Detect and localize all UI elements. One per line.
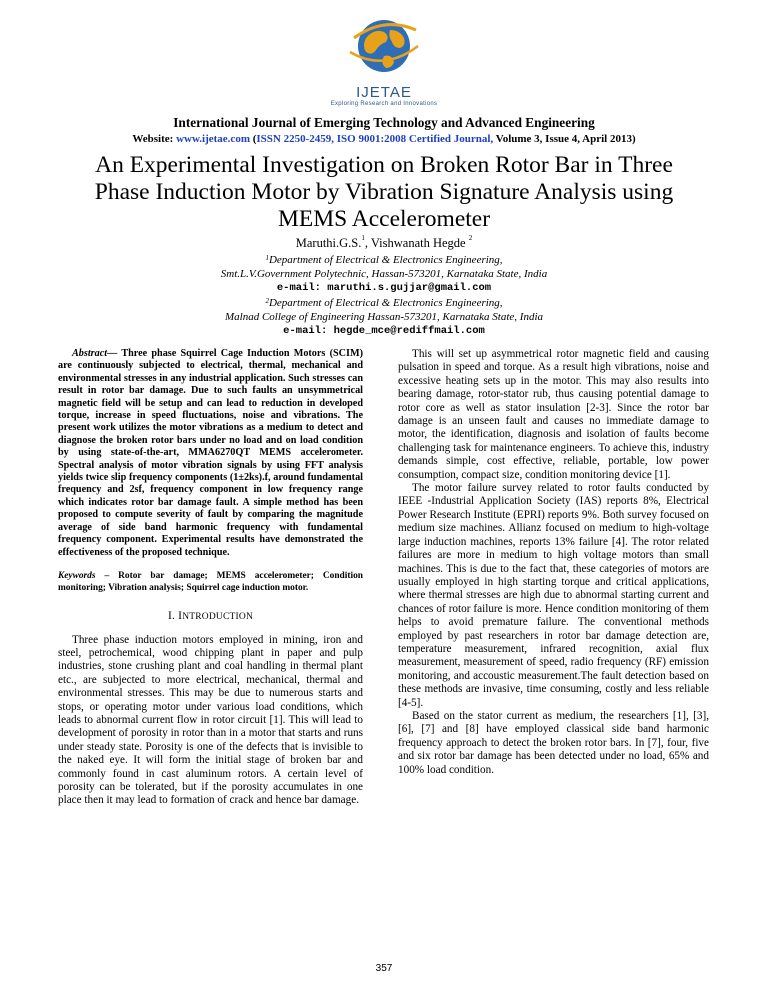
website-label: Website: bbox=[132, 133, 177, 145]
abstract-lead: Abstract— bbox=[72, 348, 118, 359]
abstract-body: Three phase Squirrel Cage Induction Motors (SCIM) are continuously subjected to electrical, thermal, mechanical and environmental stresses in any industrial application. Such stresses can result in rotor bar damage. Due to such faults an unsymmetrical magnetic field will be setup and can lead to reduction in developed torque, increase in speed fluctuations, noise and vibrations. The present work utilizes the motor vibrations as a medium to detect and diagnose the broken rotor bars under no load and on load condition by using state-of-the-art, MMA6270QT MEMS accelerometer. Spectral analysis of motor vibration signals by using FFT analysis yields twice slip frequency components (1±2ks).f, around fundamental frequency and 2sf, frequency component in low frequency range which indicates rotor bar damage fault. A simple method has been proposed to compute severity of fault by comparing the magnitude average of side band harmonic frequency with fundamental frequency component. Experimental results have demonstrated the effectiveness of the proposed technique. bbox=[58, 348, 363, 558]
website-link[interactable]: www.ijetae.com bbox=[176, 133, 250, 145]
email-1[interactable]: e-mail: maruthi.s.gujjar@gmail.com bbox=[276, 282, 492, 294]
affiliation-1 bbox=[0, 253, 768, 281]
affil-2-line-2: Malnad College of Engineering Hassan-573201, Karnataka State, India bbox=[224, 311, 544, 323]
author-1: Maruthi.G.S. bbox=[295, 236, 362, 250]
right-paragraph-2: The motor failure survey related to rotor faults conducted by IEEE -Industrial Application Society (IAS) reports 8%, Electrical Power Research Institute (EPRI) reports 9%. Both survey focused on medium size machines. Allianz focused on medium to high-voltage large induction machines, reports 13% failure [4]. The rotor related failures are more in medium to high voltage motors than small machines. This is due to the fact that, these categories of motors are usually employed in high starting torque and critical applications, where thermal stresses are high due to abnormal starting current and chances of rotor failure is more. Hence condition monitoring of them helps to avoid premature failure. The conventional methods employed by past researchers in rotor bar damage detection are, temperature measurement, infrared recognition, axial flux measurement, measurement of speed, radio frequency (RF) emission monitoring, and accoustic measurement.The fault detection based on these methods are invasive, time consuming, costly and less reliable [4-5]. bbox=[398, 482, 709, 709]
affiliation-2 bbox=[0, 296, 768, 324]
affil-1-line-1: Department of Electrical & Electronics Engineering, bbox=[268, 254, 503, 266]
heading-rest: NTRODUCTION bbox=[182, 612, 254, 623]
affil-2-sup: 2 bbox=[265, 297, 269, 305]
logo-name: IJETAE bbox=[356, 84, 412, 101]
right-paragraph-3: Based on the stator current as medium, the researchers [1], [3], [6], [7] and [8] have employed classical side band harmonic frequency approach to detect the broken rotor bars. In [7], four, five and six rotor bar damage has been detected under no load, 65% and 100% load condition. bbox=[398, 709, 709, 776]
right-paragraph-1: This will set up asymmetrical rotor magnetic field and causing pulsation in speed and torque. As a result high vibrations, noise and excessive heating sets up in the motor. This may also results into bearing damage, rotor-stator rub, thus causing potential damage to rotor core as well as stator insulation [2-3]. Since the rotor bar damage is an unseen fault and causes no immediate damage to motor, the identification, diagnosis and isolation of faults become challenging task for maintenance engineers. To achieve this, industry demands simple, cost effective, reliable, portable, low power consumption, compact size, condition monitoring device [1]. bbox=[398, 348, 709, 481]
globe-icon bbox=[344, 8, 424, 82]
website-open: ( bbox=[249, 133, 257, 145]
heading-first: I bbox=[178, 610, 183, 623]
intro-paragraph-1: Three phase induction motors employed in mining, iron and steel, petrochemical, wood chipping plant in paper and pulp industries, stone crushing plant and coal handling in thermal plant etc., are subjected to more electrical, mechanical, thermal and environmental stresses. This may be due to numerous starts and stops, or operating motor under various load conditions, which leads to abnormal current flow in rotor circuit [1]. This will lead to development of porosity in rotor than in a motor that starts and runs under steady state. Porosity is one of the defects that is invisible to the naked eye. It will form the initial stage of broken bar and commonly found in cast aluminum rotors. A certain level of porosity can be tolerated, but if the porosity accumulates in one place then it may lead to formation of crack and hence bar damage. bbox=[58, 633, 363, 807]
left-column bbox=[58, 348, 363, 808]
authors bbox=[0, 236, 768, 251]
keywords-body: – Rotor bar damage; MEMS accelerometer; Condition monitoring; Vibration analysis; Squirrel cage induction motor. bbox=[58, 570, 363, 593]
journal-logo bbox=[330, 8, 438, 110]
website-tail: Volume 3, Issue 4, April 2013) bbox=[493, 133, 636, 145]
issn-text: ISSN 2250-2459, ISO 9001:2008 Certified Journal, bbox=[256, 133, 494, 145]
title-line-2: Phase Induction Motor by Vibration Signature Analysis using bbox=[94, 179, 674, 205]
page-number: 357 bbox=[375, 963, 393, 974]
affil-1-line-2: Smt.L.V.Government Polytechnic, Hassan-573201, Karnataka State, India bbox=[220, 268, 548, 280]
email-2[interactable]: e-mail: hegde_mce@rediffmail.com bbox=[283, 325, 485, 337]
keywords-lead: Keywords bbox=[58, 570, 96, 581]
title-line-1: An Experimental Investigation on Broken Rotor Bar in Three bbox=[95, 152, 673, 178]
journal-title: International Journal of Emerging Technology and Advanced Engineering bbox=[173, 115, 595, 130]
affil-1-sup: 1 bbox=[265, 254, 269, 262]
abstract bbox=[58, 348, 363, 559]
author-2-sup: 2 bbox=[468, 234, 473, 242]
keywords bbox=[58, 571, 363, 594]
section-heading-introduction bbox=[58, 610, 363, 624]
title-line-3: MEMS Accelerometer bbox=[277, 206, 491, 232]
right-column bbox=[398, 348, 709, 777]
website-line bbox=[0, 133, 768, 145]
author-sep: , Vishwanath Hegde bbox=[364, 236, 469, 250]
logo-tagline: Exploring Research and Innovations bbox=[330, 101, 438, 107]
heading-number: I. bbox=[167, 610, 179, 623]
paper-title bbox=[40, 152, 728, 233]
affil-2-line-1: Department of Electrical & Electronics Engineering, bbox=[268, 297, 503, 309]
author-1-sup: 1 bbox=[361, 234, 365, 242]
